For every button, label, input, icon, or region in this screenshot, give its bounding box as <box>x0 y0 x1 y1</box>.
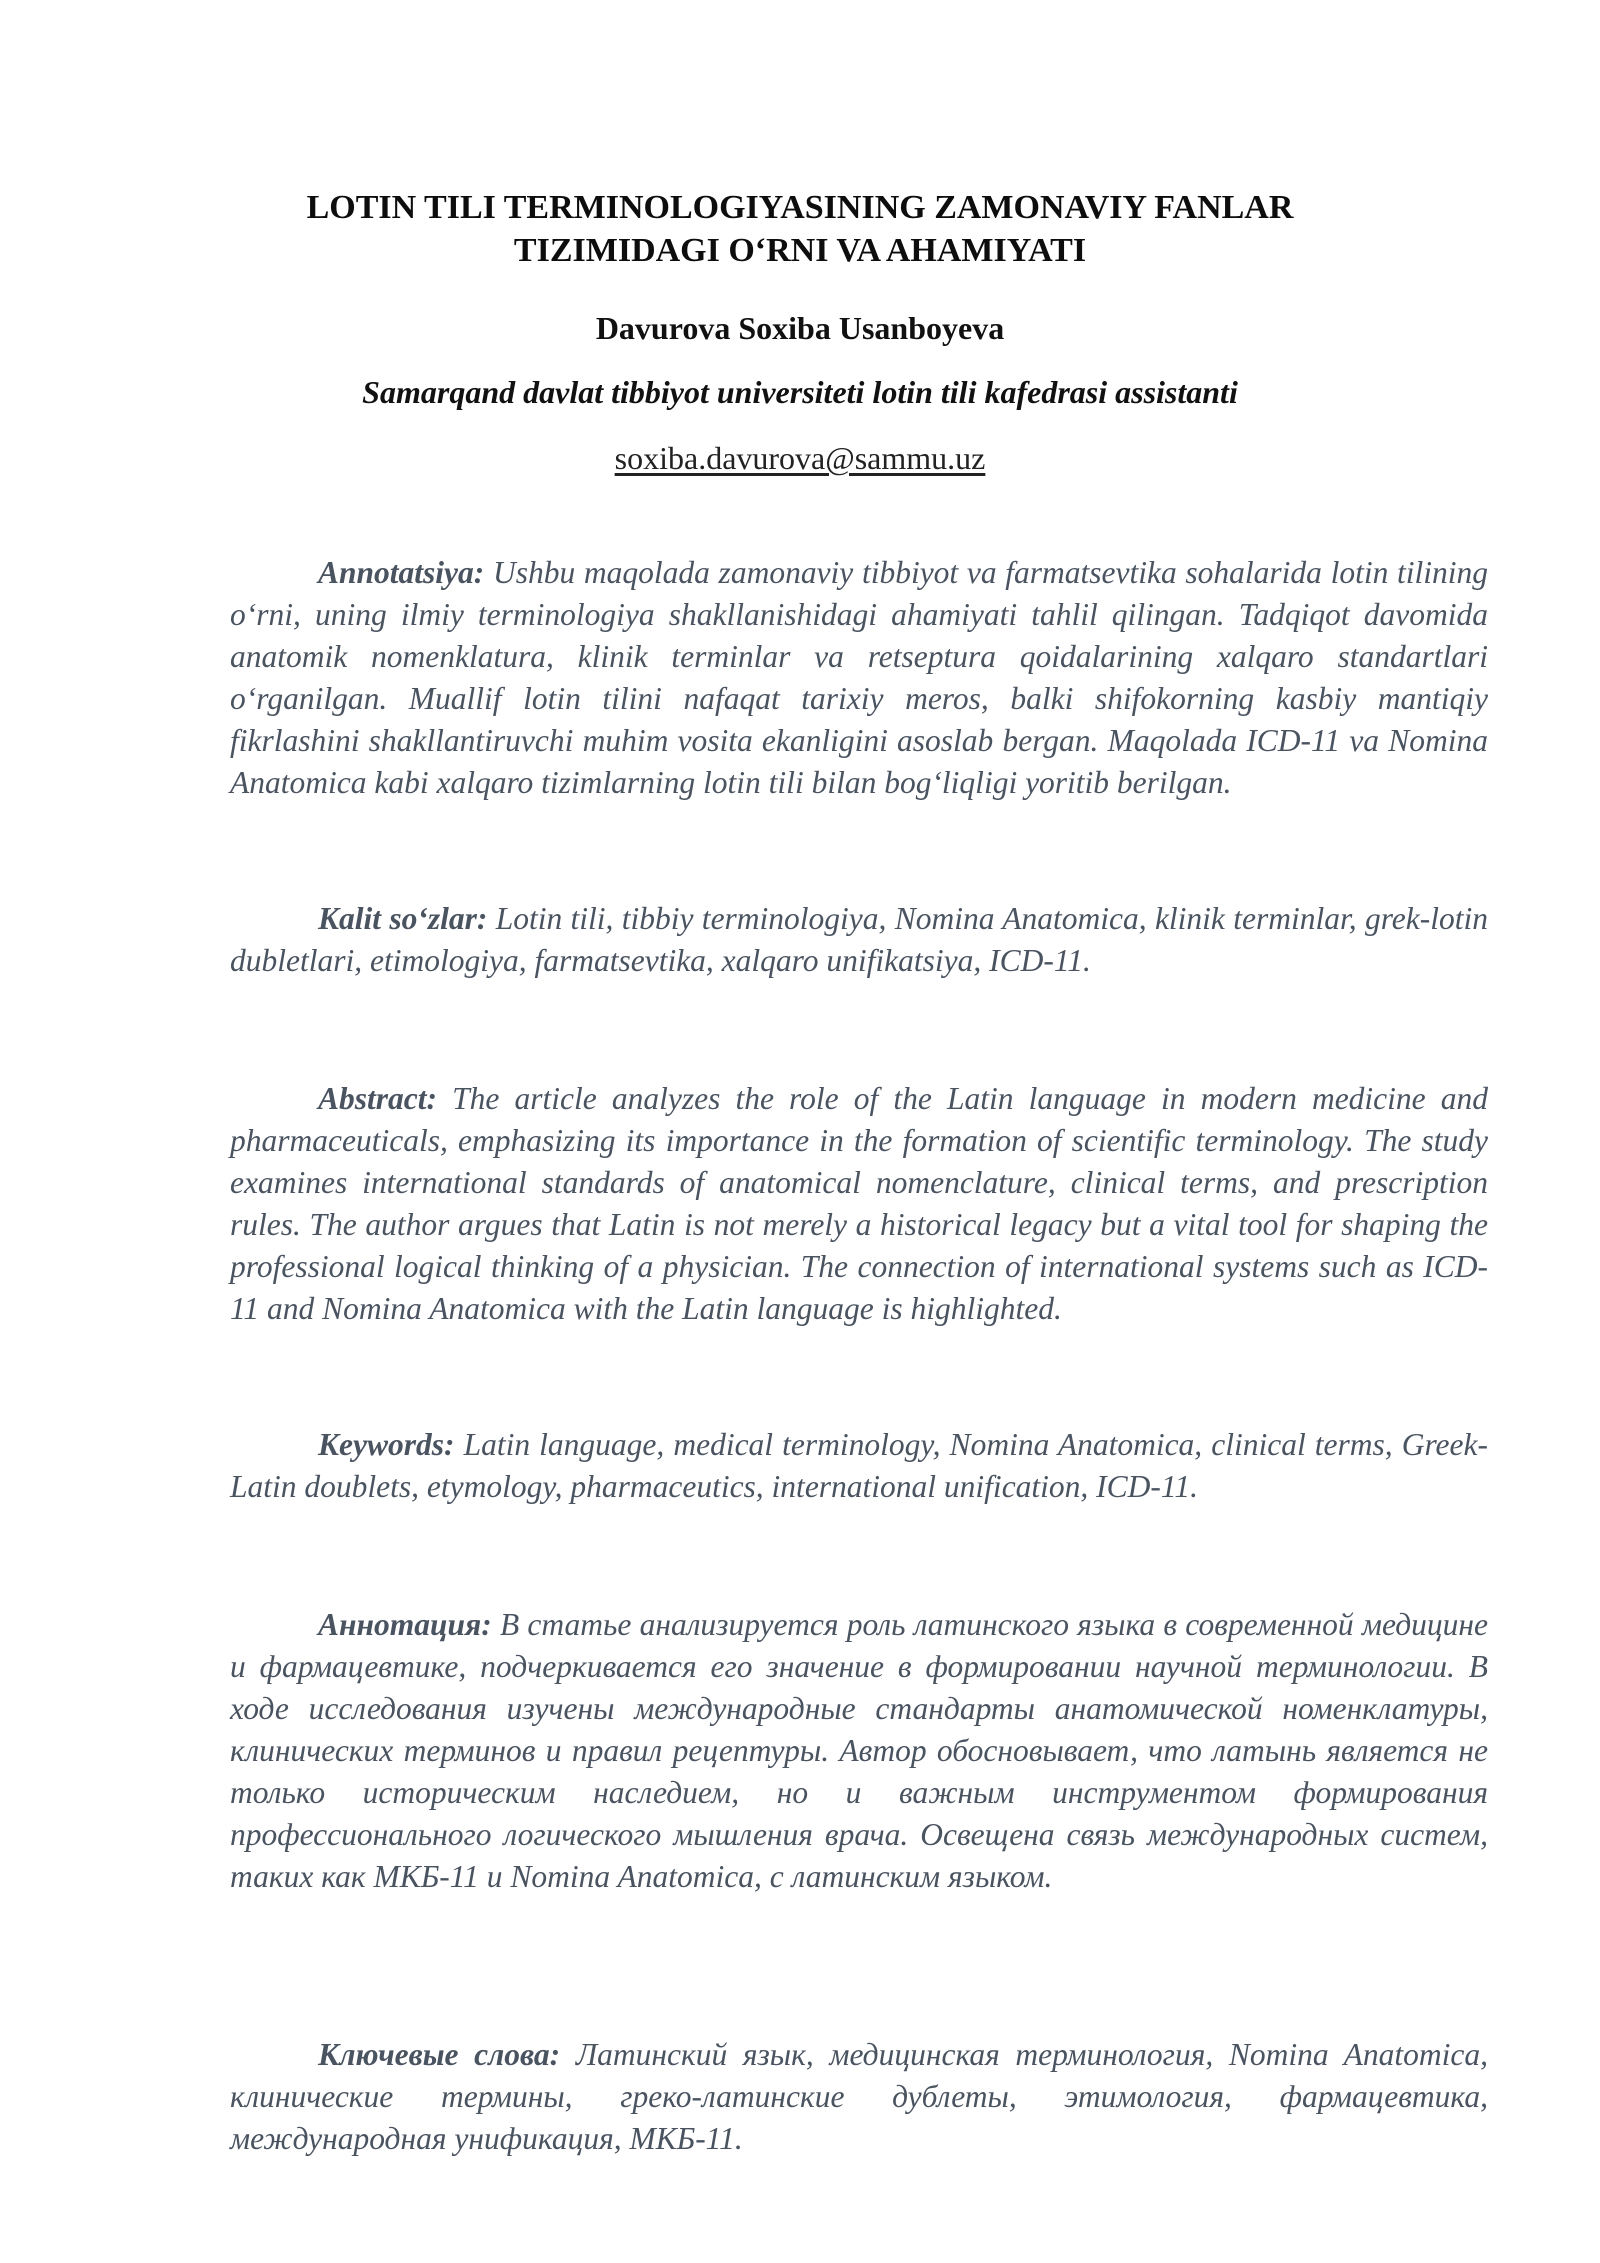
author-email-link[interactable]: soxiba.davurova@sammu.uz <box>614 440 986 476</box>
keywords-ru-label: Ключевые слова: <box>318 2037 561 2072</box>
keywords-en-label: Keywords: <box>318 1427 455 1462</box>
paper-title-line-1: LOTIN TILI TERMINOLOGIYASINING ZAMONAVIY FANLAR <box>306 189 1294 226</box>
keywords-ru <box>230 2034 1488 2160</box>
keywords-ru-text: Латинский язык, медицинская терминология, Nomina Anatomica, клинические термины, греко-латинские дублеты, этимология, фармацевтика, международная унификация, МКБ-11. <box>230 2037 1489 2156</box>
annotation-ru-label: Аннотация: <box>318 1607 492 1642</box>
paper-title <box>0 186 1600 272</box>
abstract-en-text: The article analyzes the role of the Latin language in modern medicine and pharmaceuticals, emphasizing its importance in the formation of scientific terminology. The study examines international standards of anatomical nomenclature, clinical terms, and prescription rules. The author argues that Latin is not merely a historical legacy but a vital tool for shaping the professional logical thinking of a physician. The connection of international systems such as ICD-11 and Nomina Anatomica with the Latin language is highlighted. <box>230 1081 1489 1326</box>
annotation-uz-text: Ushbu maqolada zamonaviy tibbiyot va farmatsevtika sohalarida lotin tilining o‘rni, uning ilmiy terminologiya shakllanishidagi ahamiyati tahlil qilingan. Tadqiqot davomida anatomik nomenklatura, klinik terminlar va retseptura qoidalarining xalqaro standartlari o‘rganilgan. Muallif lotin tilini nafaqat tarixiy meros, balki shifokorning kasbiy mantiqiy fikrlashini shakllantiruvchi muhim vosita ekanligini asoslab bergan. Maqolada ICD-11 va Nomina Anatomica kabi xalqaro tizimlarning lotin tili bilan bog‘liqligi yoritib berilgan. <box>230 555 1488 800</box>
abstract-en <box>230 1078 1488 1330</box>
annotation-uz <box>230 552 1488 804</box>
keywords-uz-text: Lotin tili, tibbiy terminologiya, Nomina Anatomica, klinik terminlar, grek-lotin dubletlari, etimologiya, farmatsevtika, xalqaro unifikatsiya, ICD-11. <box>230 901 1488 978</box>
annotation-ru-text: В статье анализируется роль латинского языка в современной медицине и фармацевтике, подчеркивается его значение в формировании научной терминологии. В ходе исследования изучены международные стандарты анатомической номенклатуры, клинических терминов и правил рецептуры. Автор обосновывает, что латынь является не только историческим наследием, но и важным инструментом формирования профессионального логического мышления врача. Освещена связь международных систем, таких как МКБ-11 и Nomina Anatomica, с латинским языком. <box>230 1607 1488 1894</box>
annotation-ru <box>230 1604 1488 1898</box>
abstract-en-label: Abstract: <box>318 1081 438 1116</box>
author-affiliation: Samarqand davlat tibbiyot universiteti lotin tili kafedrasi assistanti <box>362 374 1238 410</box>
annotation-uz-label: Annotatsiya: <box>318 555 485 590</box>
keywords-en-text: Latin language, medical terminology, Nomina Anatomica, clinical terms, Greek-Latin doublets, etymology, pharmaceutics, international unification, ICD-11. <box>230 1427 1488 1504</box>
keywords-uz <box>230 898 1488 982</box>
paper-title-line-2: TIZIMIDAGI O‘RNI VA AHAMIYATI <box>513 232 1087 269</box>
keywords-en <box>230 1424 1488 1508</box>
keywords-uz-label: Kalit so‘zlar: <box>318 901 488 936</box>
author-email[interactable] <box>0 438 1600 478</box>
author-name: Davurova Soxiba Usanboyeva <box>595 310 1005 346</box>
